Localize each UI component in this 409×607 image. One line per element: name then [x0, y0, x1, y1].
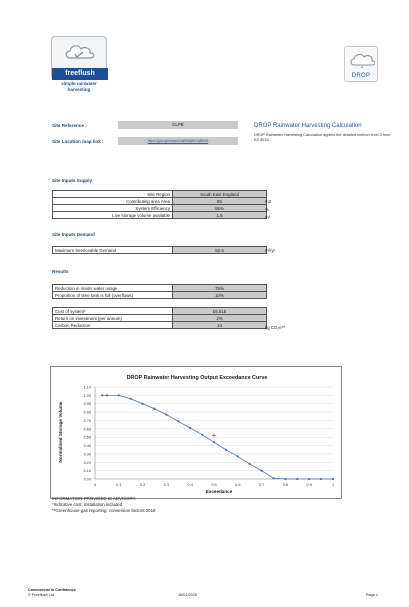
table-row — [53, 285, 267, 292]
data-point — [284, 478, 286, 480]
freeflush-wordmark: freeflush — [52, 68, 108, 80]
exceedance-chart-svg — [51, 367, 343, 500]
data-point — [308, 478, 310, 480]
table-row — [53, 292, 267, 299]
result-value: 2% — [173, 315, 267, 322]
chart-x-axis-label: Exceedance — [205, 489, 233, 494]
drop-calculation-description: DROP Rainwater Harvesting Calculation applies the detailed method level 3 from BS 8515. — [254, 133, 391, 142]
y-tick-label: 0.40 — [83, 444, 91, 449]
x-tick-label: 0.6 — [235, 483, 241, 487]
freeflush-tagline: simple rainwater harvesting — [61, 81, 97, 92]
y-tick-label: 0.10 — [83, 469, 91, 474]
y-tick-label: 0.00 — [83, 477, 91, 482]
demand-label: Maximum Serviceable Demand — [53, 247, 173, 254]
data-point — [118, 394, 120, 396]
results-table-2 — [52, 307, 267, 329]
y-tick-label: 0.20 — [83, 460, 91, 465]
exceedance-chart — [50, 366, 342, 499]
data-point — [189, 427, 191, 429]
data-point — [130, 398, 132, 400]
results-heading: Results — [52, 269, 69, 274]
x-tick-label: 0.4 — [187, 483, 193, 487]
table-row — [53, 191, 267, 198]
x-tick-label: 0.2 — [139, 483, 146, 487]
drop-calculation-title: DROP Rainwater Harvesting Calculation — [254, 123, 362, 129]
data-point — [153, 408, 155, 410]
y-tick-label: 0.90 — [83, 402, 91, 407]
unit-label: m³ — [265, 215, 271, 220]
footer-date: 16/01/2020 — [178, 593, 198, 597]
freeflush-logo — [51, 36, 107, 94]
chart-y-axis-label: Normalised Storage Volume — [58, 401, 63, 463]
cost-note: *Indicative cost, installation included — [52, 502, 123, 508]
table-row — [53, 315, 267, 322]
cloud-icon — [64, 41, 96, 63]
supply-value: 95% — [173, 205, 267, 212]
demand-table — [52, 246, 267, 254]
y-tick-label: 0.60 — [83, 427, 91, 432]
result-value: 13 — [173, 322, 267, 329]
table-row — [53, 205, 267, 212]
data-point — [261, 470, 263, 472]
data-point — [296, 478, 298, 480]
y-tick-label: 0.80 — [83, 410, 91, 415]
supply-heading: Site Inputs Supply — [52, 178, 93, 183]
supply-value: 1.5 — [173, 212, 267, 219]
table-row — [53, 247, 267, 254]
y-tick-label: 0.50 — [83, 435, 91, 440]
y-tick-label: 0.70 — [83, 418, 91, 423]
x-tick-label: 0.7 — [258, 483, 265, 487]
supply-label: Live storage volume available — [53, 212, 173, 219]
data-point — [165, 414, 167, 416]
data-point — [201, 434, 203, 436]
data-point — [225, 449, 227, 451]
x-tick-label: 0.9 — [306, 483, 312, 487]
table-row — [53, 322, 267, 329]
result-label: Proportion of time tank is full (overflows) — [53, 292, 173, 299]
demand-heading: Site Inputs Demand — [52, 232, 95, 237]
result-value: 10% — [173, 292, 267, 299]
data-point — [177, 420, 179, 422]
y-tick-label: 1.00 — [83, 393, 91, 398]
data-point — [142, 403, 144, 405]
footer-left — [28, 588, 76, 598]
result-value: £5,515 — [173, 308, 267, 315]
table-row — [53, 308, 267, 315]
y-tick-label: 0.30 — [83, 452, 91, 457]
x-tick-label: 0.1 — [116, 483, 122, 487]
result-label: Cost of system* — [53, 308, 173, 315]
drop-logo — [344, 46, 378, 82]
advisory-note: INFORMATION PROVIDED IS ADVISORY. — [52, 496, 137, 501]
data-point — [101, 394, 103, 396]
unit-label: % — [265, 207, 269, 212]
x-tick-label: 0.3 — [163, 483, 170, 487]
table-row — [53, 198, 267, 205]
result-label: Return on investment (per annum) — [53, 315, 173, 322]
drop-cloud-icon — [349, 50, 375, 70]
supply-value: South East England — [173, 191, 267, 198]
supply-label: System Efficiency — [53, 205, 173, 212]
x-tick-label: 1 — [331, 483, 335, 487]
supply-value: 85 — [173, 198, 267, 205]
result-label: Reduction in mains water usage — [53, 285, 173, 292]
site-map-label: Site Location map link : — [52, 139, 104, 144]
data-point — [213, 441, 215, 443]
data-point — [320, 478, 322, 480]
supply-label: Site Region — [53, 191, 173, 198]
result-label: Carbon Reduction — [53, 322, 173, 329]
supply-label: Contributing area Area — [53, 198, 173, 205]
results-table-1 — [52, 284, 267, 299]
site-reference-label: Site Reference : — [52, 123, 87, 128]
unit-label: m³/yr — [265, 248, 275, 253]
site-reference-value: CLPE — [118, 121, 238, 129]
data-point — [332, 478, 334, 480]
ghg-note: **Greenhouse gas reporting: conversion factors 2018 — [52, 508, 156, 514]
chart-plot-area — [84, 386, 334, 488]
data-point — [249, 463, 251, 465]
demand-value: 52.6 — [173, 247, 267, 254]
y-tick-label: 1.10 — [83, 385, 91, 390]
result-value: 75% — [173, 285, 267, 292]
data-point — [237, 455, 239, 457]
site-map-link[interactable]: https://goo.gl/maps/uHaBHfqBhDqf5fr96 — [118, 137, 238, 145]
table-row — [53, 212, 267, 219]
chart-title: DROP Rainwater Harvesting Output Exceedance Curve — [126, 375, 268, 381]
footer-confidential: Commercial in Confidence — [28, 588, 76, 592]
unit-label: kg CO₂e** — [265, 325, 286, 330]
unit-label: m2 — [265, 199, 272, 204]
footer-page: Page 1 — [366, 593, 379, 597]
footer-copyright: © Freeflush Ltd — [28, 593, 55, 597]
advisory-notes — [52, 496, 156, 515]
data-point — [106, 394, 108, 396]
x-tick-label: 0.5 — [211, 483, 217, 487]
x-tick-label: 0 — [93, 483, 97, 487]
data-point — [272, 477, 274, 479]
drop-wordmark: DROP — [351, 73, 371, 79]
supply-table — [52, 190, 267, 219]
x-tick-label: 0.8 — [282, 483, 289, 487]
freeflush-badge — [51, 36, 107, 80]
